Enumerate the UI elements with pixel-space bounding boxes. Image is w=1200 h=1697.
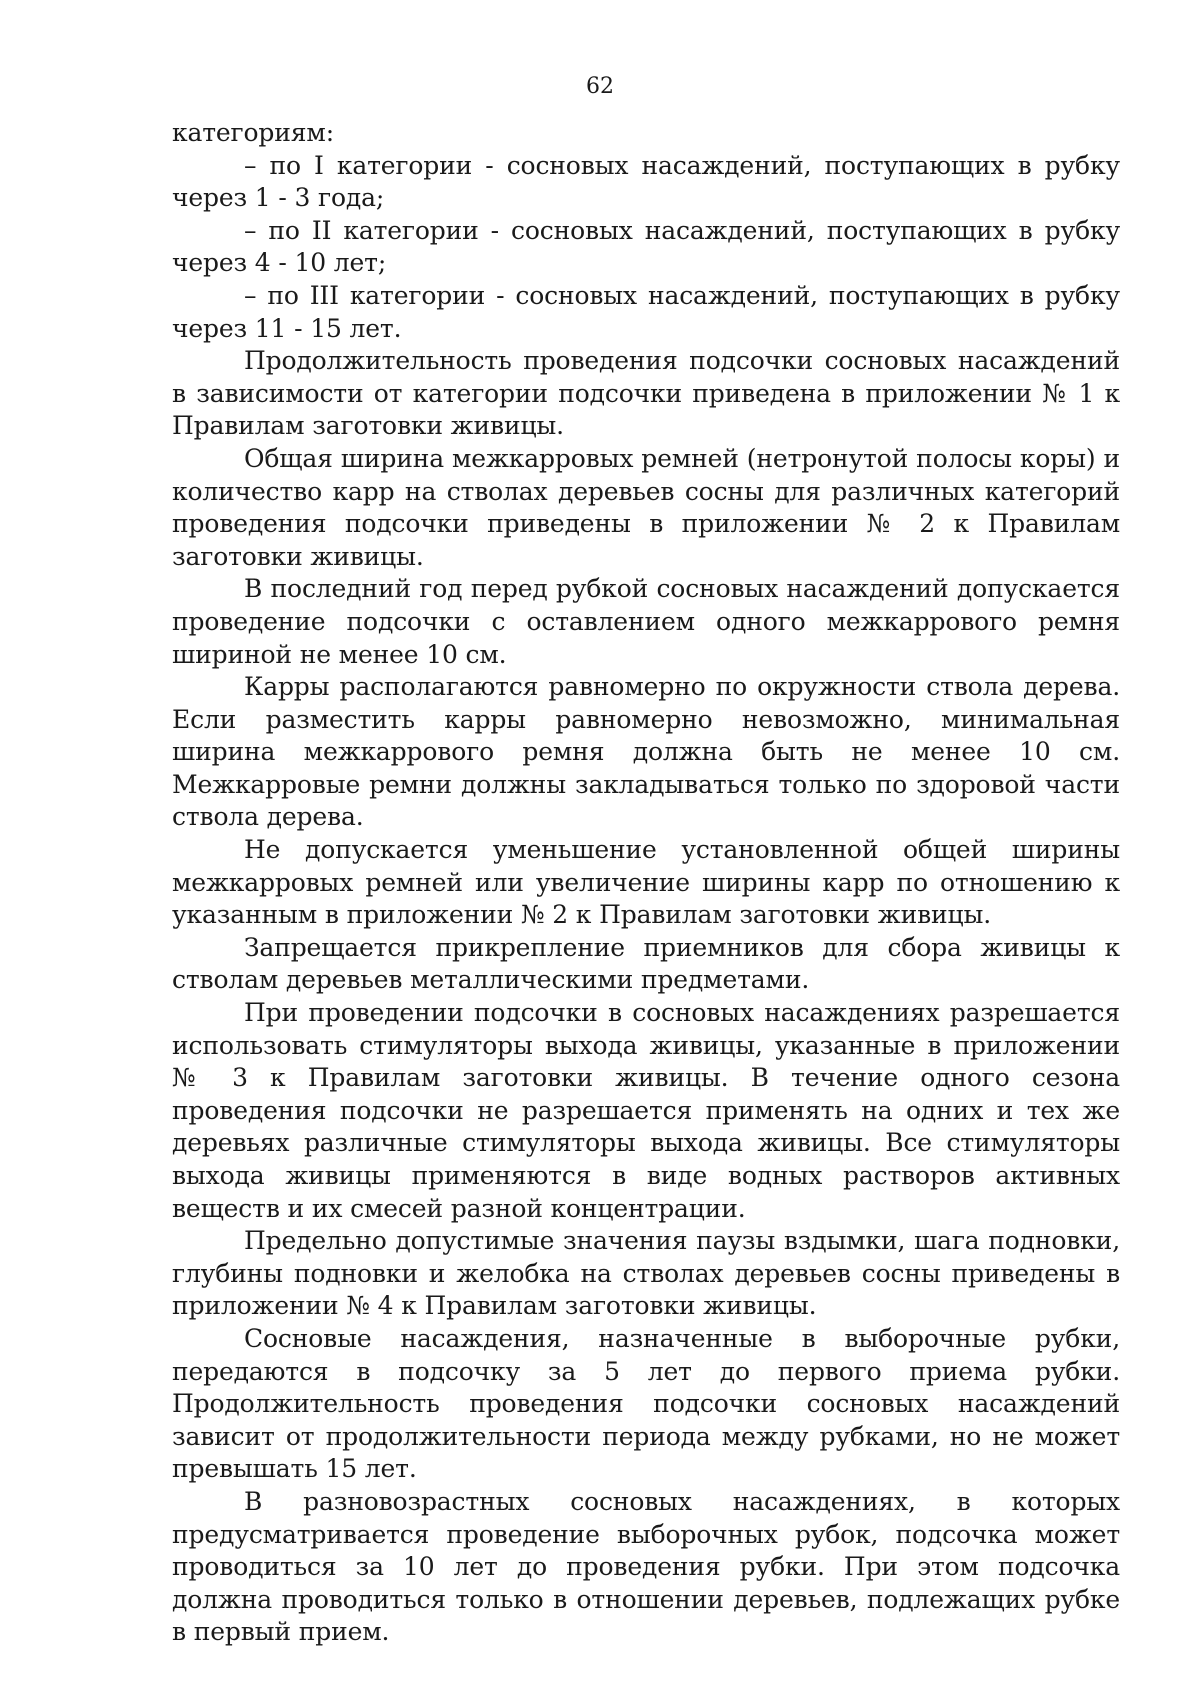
paragraph-uneven-aged: В разновозрастных сосновых насаждениях, в которых предусматривается проведение выборочных рубок, подсочка может проводиться за 10 лет до проведения рубки. При этом подсочка должна проводиться только в отношении деревьев, подлежащих рубке в первый прием. xyxy=(172,1486,1120,1647)
list-item-category-3: – по III категории - сосновых насаждений, поступающих в рубку через 11 - 15 лет. xyxy=(172,280,1120,343)
paragraph-belt-width: Общая ширина межкарровых ремней (нетронутой полосы коры) и количество карр на стволах деревьев сосны для различных категорий проведения подсочки приведены в приложении № 2 к Правилам заготовки живицы. xyxy=(172,443,1120,571)
paragraph-duration: Продолжительность проведения подсочки сосновых насаждений в зависимости от категории подсочки приведена в приложении № 1 к Правилам заготовки живицы. xyxy=(172,346,1120,441)
page-number: 62 xyxy=(586,74,614,99)
list-item-category-2: – по II категории - сосновых насаждений, поступающих в рубку через 4 - 10 лет; xyxy=(172,215,1120,278)
document-body xyxy=(172,117,1120,1649)
list-item-category-1: – по I категории - сосновых насаждений, поступающих в рубку через 1 - 3 года; xyxy=(172,150,1120,213)
paragraph-last-year: В последний год перед рубкой сосновых насаждений допускается проведение подсочки с оставлением одного межкаррового ремня шириной не менее 10 см. xyxy=(172,574,1120,669)
paragraph-continuation: категориям: xyxy=(172,118,334,147)
paragraph-fastening-ban: Запрещается прикрепление приемников для сбора живицы к стволам деревьев металлическими предметами. xyxy=(172,932,1120,995)
paragraph-stimulators: При проведении подсочки в сосновых насаждениях разрешается использовать стимуляторы выхода живицы, указанные в приложении № 3 к Правилам заготовки живицы. В течение одного сезона проведения подсочки не разрешается применять на одних и тех же деревьях различные стимуляторы выхода живицы. Все стимуляторы выхода живицы применяются в виде водных растворов активных веществ и их смесей разной концентрации. xyxy=(172,998,1120,1223)
paragraph-carr-placement: Карры располагаются равномерно по окружности ствола дерева. Если разместить карры равномерно невозможно, минимальная ширина межкаррового ремня должна быть не менее 10 см. Межкарровые ремни должны закладываться только по здоровой части ствола дерева. xyxy=(172,672,1120,832)
paragraph-limits: Предельно допустимые значения паузы вздымки, шага подновки, глубины подновки и желобка на стволах деревьев сосны приведены в приложении № 4 к Правилам заготовки живицы. xyxy=(172,1226,1120,1321)
paragraph-selective-felling: Сосновые насаждения, назначенные в выборочные рубки, передаются в подсочку за 5 лет до первого приема рубки. Продолжительность проведения подсочки сосновых насаждений зависит от продолжительности периода между рубками, но не может превышать 15 лет. xyxy=(172,1323,1120,1484)
paragraph-no-reduction: Не допускается уменьшение установленной общей ширины межкарровых ремней или увеличение ширины карр по отношению к указанным в приложении № 2 к Правилам заготовки живицы. xyxy=(172,835,1120,930)
